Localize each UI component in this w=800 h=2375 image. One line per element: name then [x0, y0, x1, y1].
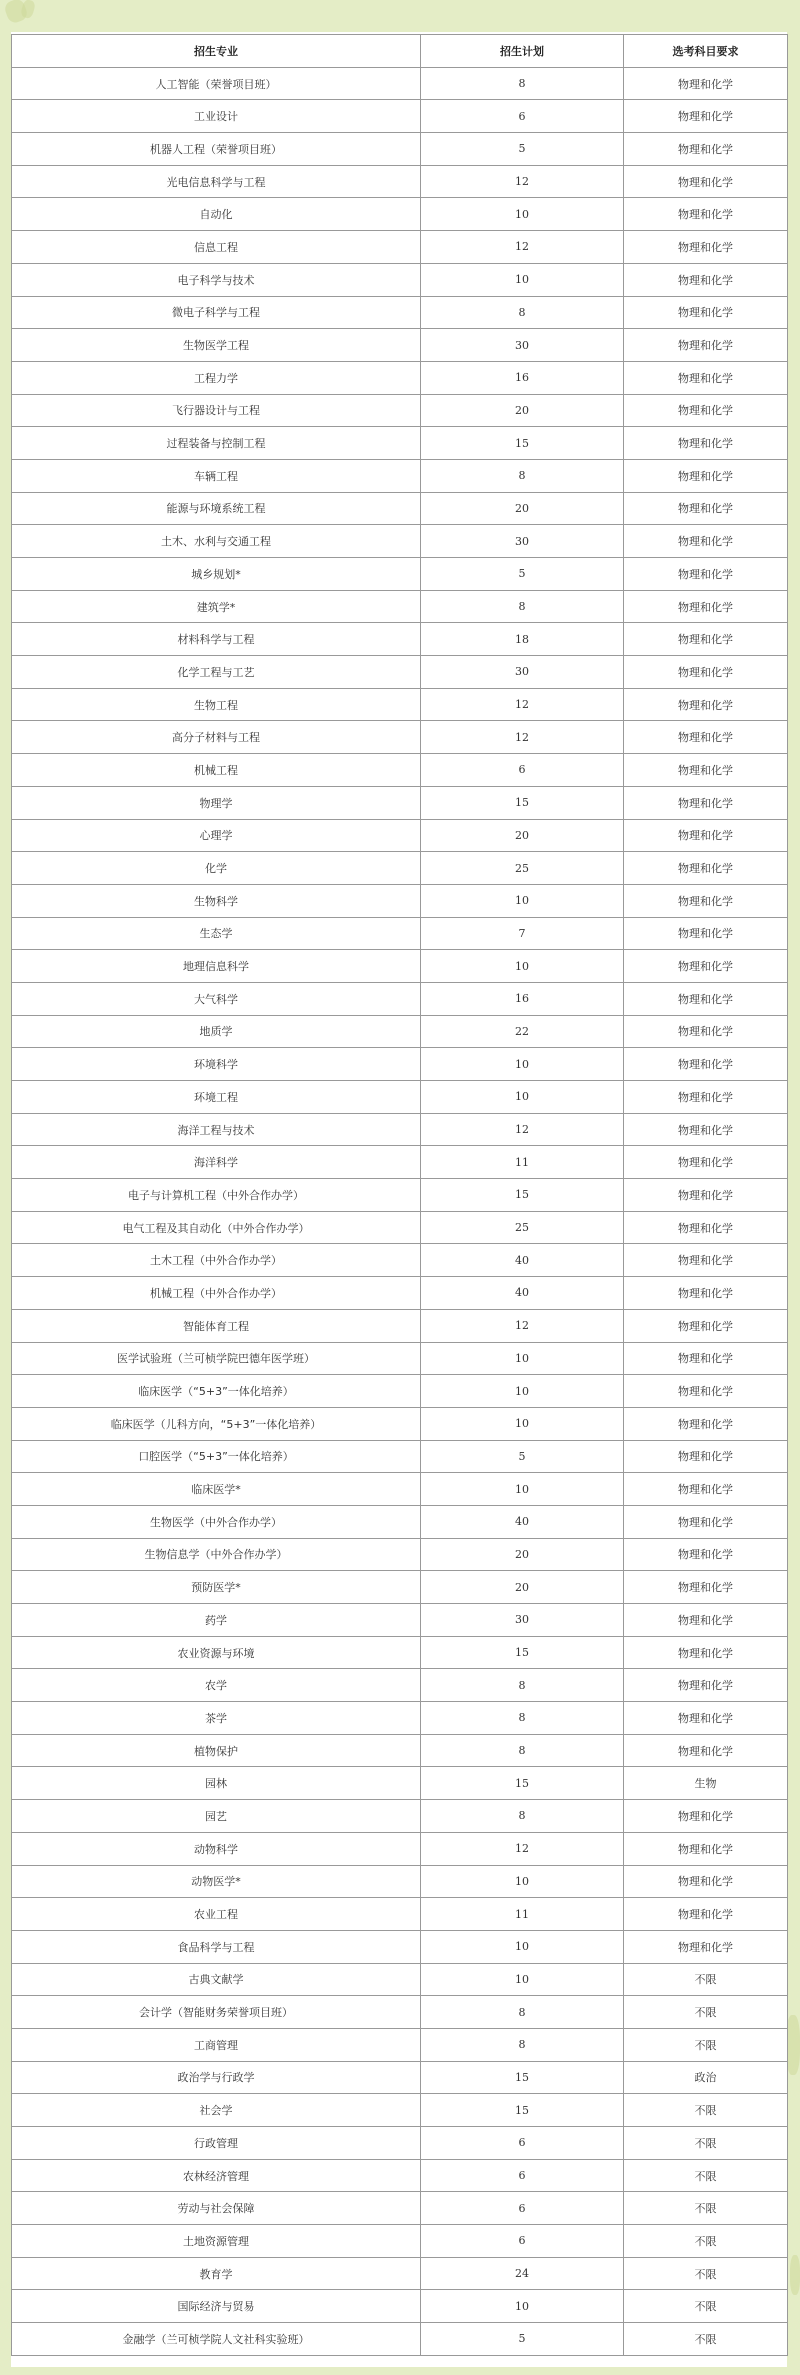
column-header-subjects: 选考科目要求	[624, 35, 788, 68]
plan-cell: 22	[421, 1015, 624, 1048]
subject-requirement-cell: 生物	[624, 1767, 788, 1800]
table-row	[12, 1407, 788, 1440]
subject-requirement-cell: 物理和化学	[624, 982, 788, 1015]
major-cell: 农林经济管理	[12, 2159, 421, 2192]
table-row	[12, 688, 788, 721]
plan-cell: 10	[421, 263, 624, 296]
major-cell: 建筑学*	[12, 590, 421, 623]
table-row	[12, 884, 788, 917]
plan-cell: 10	[421, 1048, 624, 1081]
subject-requirement-cell: 不限	[624, 2094, 788, 2127]
subject-requirement-cell: 物理和化学	[624, 263, 788, 296]
table-row	[12, 917, 788, 950]
table-row	[12, 1702, 788, 1735]
plan-cell: 10	[421, 950, 624, 983]
major-cell: 食品科学与工程	[12, 1930, 421, 1963]
plan-cell: 20	[421, 1538, 624, 1571]
plan-cell: 6	[421, 100, 624, 133]
subject-requirement-cell: 物理和化学	[624, 198, 788, 231]
subject-requirement-cell: 物理和化学	[624, 67, 788, 100]
plan-cell: 15	[421, 1767, 624, 1800]
subject-requirement-cell: 物理和化学	[624, 1081, 788, 1114]
subject-requirement-cell: 物理和化学	[624, 558, 788, 591]
major-cell: 口腔医学（“5+3”一体化培养）	[12, 1440, 421, 1473]
major-cell: 植物保护	[12, 1734, 421, 1767]
table-row	[12, 525, 788, 558]
table-panel	[11, 32, 787, 2367]
table-row	[12, 1473, 788, 1506]
major-cell: 工程力学	[12, 361, 421, 394]
subject-requirement-cell: 物理和化学	[624, 1146, 788, 1179]
plan-cell: 10	[421, 1963, 624, 1996]
table-row	[12, 1800, 788, 1833]
major-cell: 行政管理	[12, 2127, 421, 2160]
plan-cell: 40	[421, 1244, 624, 1277]
plan-cell: 15	[421, 427, 624, 460]
subject-requirement-cell: 物理和化学	[624, 1342, 788, 1375]
plan-cell: 20	[421, 492, 624, 525]
plan-cell: 12	[421, 1832, 624, 1865]
table-row	[12, 982, 788, 1015]
major-cell: 会计学（智能财务荣誉项目班）	[12, 1996, 421, 2029]
major-cell: 国际经济与贸易	[12, 2290, 421, 2323]
major-cell: 园艺	[12, 1800, 421, 1833]
major-cell: 高分子材料与工程	[12, 721, 421, 754]
plan-cell: 10	[421, 1930, 624, 1963]
plan-cell: 6	[421, 2225, 624, 2258]
plan-cell: 10	[421, 1865, 624, 1898]
plan-cell: 16	[421, 361, 624, 394]
table-row	[12, 852, 788, 885]
subject-requirement-cell: 不限	[624, 2028, 788, 2061]
plan-cell: 11	[421, 1898, 624, 1931]
table-row	[12, 2257, 788, 2290]
table-row	[12, 459, 788, 492]
major-cell: 土木工程（中外合作办学）	[12, 1244, 421, 1277]
table-row	[12, 1538, 788, 1571]
plan-cell: 11	[421, 1146, 624, 1179]
subject-requirement-cell: 政治	[624, 2061, 788, 2094]
plan-cell: 8	[421, 1702, 624, 1735]
major-cell: 临床医学（儿科方向，“5+3”一体化培养）	[12, 1407, 421, 1440]
table-row	[12, 558, 788, 591]
subject-requirement-cell: 物理和化学	[624, 1113, 788, 1146]
major-cell: 教育学	[12, 2257, 421, 2290]
table-row	[12, 950, 788, 983]
major-cell: 农业资源与环境	[12, 1636, 421, 1669]
major-cell: 地质学	[12, 1015, 421, 1048]
major-cell: 工业设计	[12, 100, 421, 133]
subject-requirement-cell: 物理和化学	[624, 688, 788, 721]
table-row	[12, 1015, 788, 1048]
table-row	[12, 329, 788, 362]
subject-requirement-cell: 物理和化学	[624, 1505, 788, 1538]
major-cell: 人工智能（荣誉项目班）	[12, 67, 421, 100]
plan-cell: 5	[421, 558, 624, 591]
major-cell: 大气科学	[12, 982, 421, 1015]
table-row	[12, 2159, 788, 2192]
plan-cell: 40	[421, 1505, 624, 1538]
major-cell: 农学	[12, 1669, 421, 1702]
table-row	[12, 2323, 788, 2356]
plan-cell: 30	[421, 656, 624, 689]
plan-cell: 12	[421, 721, 624, 754]
major-cell: 临床医学*	[12, 1473, 421, 1506]
subject-requirement-cell: 物理和化学	[624, 165, 788, 198]
table-row	[12, 623, 788, 656]
subject-requirement-cell: 物理和化学	[624, 1832, 788, 1865]
subject-requirement-cell: 物理和化学	[624, 1571, 788, 1604]
major-cell: 医学试验班（兰可桢学院巴德年医学班）	[12, 1342, 421, 1375]
major-cell: 海洋科学	[12, 1146, 421, 1179]
plan-cell: 20	[421, 394, 624, 427]
major-cell: 化学工程与工艺	[12, 656, 421, 689]
major-cell: 药学	[12, 1604, 421, 1637]
subject-requirement-cell: 物理和化学	[624, 100, 788, 133]
subject-requirement-cell: 物理和化学	[624, 427, 788, 460]
subject-requirement-cell: 物理和化学	[624, 1407, 788, 1440]
subject-requirement-cell: 物理和化学	[624, 1244, 788, 1277]
plan-cell: 30	[421, 1604, 624, 1637]
major-cell: 智能体育工程	[12, 1309, 421, 1342]
major-cell: 飞行器设计与工程	[12, 394, 421, 427]
table-row	[12, 721, 788, 754]
major-cell: 动物医学*	[12, 1865, 421, 1898]
major-cell: 生物医学（中外合作办学）	[12, 1505, 421, 1538]
plan-cell: 20	[421, 819, 624, 852]
subject-requirement-cell: 物理和化学	[624, 754, 788, 787]
table-row	[12, 1963, 788, 1996]
plan-cell: 6	[421, 2127, 624, 2160]
subject-requirement-cell: 不限	[624, 2192, 788, 2225]
subject-requirement-cell: 物理和化学	[624, 786, 788, 819]
leaf-decoration	[786, 2015, 800, 2075]
table-row	[12, 231, 788, 264]
subject-requirement-cell: 物理和化学	[624, 1179, 788, 1212]
table-row	[12, 1048, 788, 1081]
table-row	[12, 1081, 788, 1114]
subject-requirement-cell: 不限	[624, 2290, 788, 2323]
plan-cell: 5	[421, 1440, 624, 1473]
major-cell: 社会学	[12, 2094, 421, 2127]
table-row	[12, 2192, 788, 2225]
plan-cell: 25	[421, 852, 624, 885]
subject-requirement-cell: 不限	[624, 2257, 788, 2290]
subject-requirement-cell: 物理和化学	[624, 1015, 788, 1048]
plan-cell: 30	[421, 525, 624, 558]
major-cell: 微电子科学与工程	[12, 296, 421, 329]
subject-requirement-cell: 物理和化学	[624, 1702, 788, 1735]
subject-requirement-cell: 物理和化学	[624, 1636, 788, 1669]
subject-requirement-cell: 物理和化学	[624, 1309, 788, 1342]
table-row	[12, 1898, 788, 1931]
subject-requirement-cell: 不限	[624, 2225, 788, 2258]
plan-cell: 10	[421, 1407, 624, 1440]
major-cell: 环境工程	[12, 1081, 421, 1114]
subject-requirement-cell: 物理和化学	[624, 1800, 788, 1833]
subject-requirement-cell: 物理和化学	[624, 1669, 788, 1702]
major-cell: 园林	[12, 1767, 421, 1800]
subject-requirement-cell: 不限	[624, 1996, 788, 2029]
major-cell: 材料科学与工程	[12, 623, 421, 656]
table-header-row	[12, 35, 788, 68]
plan-cell: 12	[421, 1309, 624, 1342]
plan-cell: 16	[421, 982, 624, 1015]
major-cell: 电子科学与技术	[12, 263, 421, 296]
major-cell: 生物信息学（中外合作办学）	[12, 1538, 421, 1571]
major-cell: 政治学与行政学	[12, 2061, 421, 2094]
leaf-decoration	[20, 0, 36, 19]
subject-requirement-cell: 物理和化学	[624, 1930, 788, 1963]
table-row	[12, 1865, 788, 1898]
table-row	[12, 1669, 788, 1702]
table-row	[12, 1211, 788, 1244]
column-header-major: 招生专业	[12, 35, 421, 68]
major-cell: 土地资源管理	[12, 2225, 421, 2258]
subject-requirement-cell: 物理和化学	[624, 361, 788, 394]
major-cell: 机器人工程（荣誉项目班）	[12, 133, 421, 166]
plan-cell: 30	[421, 329, 624, 362]
table-row	[12, 1996, 788, 2029]
plan-cell: 15	[421, 2061, 624, 2094]
subject-requirement-cell: 物理和化学	[624, 852, 788, 885]
major-cell: 信息工程	[12, 231, 421, 264]
subject-requirement-cell: 物理和化学	[624, 1604, 788, 1637]
table-row	[12, 1604, 788, 1637]
major-cell: 临床医学（“5+3”一体化培养）	[12, 1375, 421, 1408]
major-cell: 生态学	[12, 917, 421, 950]
plan-cell: 15	[421, 786, 624, 819]
table-row	[12, 427, 788, 460]
major-cell: 城乡规划*	[12, 558, 421, 591]
major-cell: 电气工程及其自动化（中外合作办学）	[12, 1211, 421, 1244]
plan-cell: 8	[421, 2028, 624, 2061]
plan-cell: 8	[421, 1800, 624, 1833]
plan-cell: 15	[421, 1636, 624, 1669]
leaf-decoration	[790, 2255, 800, 2295]
table-row	[12, 1767, 788, 1800]
plan-cell: 15	[421, 2094, 624, 2127]
major-cell: 光电信息科学与工程	[12, 165, 421, 198]
plan-cell: 7	[421, 917, 624, 950]
subject-requirement-cell: 物理和化学	[624, 1898, 788, 1931]
table-row	[12, 754, 788, 787]
major-cell: 劳动与社会保障	[12, 2192, 421, 2225]
subject-requirement-cell: 不限	[624, 1963, 788, 1996]
major-cell: 预防医学*	[12, 1571, 421, 1604]
subject-requirement-cell: 物理和化学	[624, 231, 788, 264]
column-header-plan: 招生计划	[421, 35, 624, 68]
plan-cell: 15	[421, 1179, 624, 1212]
subject-requirement-cell: 物理和化学	[624, 590, 788, 623]
table-row	[12, 1179, 788, 1212]
table-row	[12, 1505, 788, 1538]
subject-requirement-cell: 物理和化学	[624, 1211, 788, 1244]
subject-requirement-cell: 物理和化学	[624, 1048, 788, 1081]
table-row	[12, 1342, 788, 1375]
table-row	[12, 656, 788, 689]
major-cell: 车辆工程	[12, 459, 421, 492]
plan-cell: 10	[421, 2290, 624, 2323]
table-row	[12, 2127, 788, 2160]
plan-cell: 12	[421, 165, 624, 198]
plan-cell: 10	[421, 1473, 624, 1506]
table-row	[12, 1146, 788, 1179]
major-cell: 地理信息科学	[12, 950, 421, 983]
subject-requirement-cell: 不限	[624, 2323, 788, 2356]
table-row	[12, 67, 788, 100]
plan-cell: 5	[421, 2323, 624, 2356]
subject-requirement-cell: 物理和化学	[624, 623, 788, 656]
plan-cell: 8	[421, 67, 624, 100]
plan-cell: 8	[421, 296, 624, 329]
subject-requirement-cell: 物理和化学	[624, 329, 788, 362]
major-cell: 电子与计算机工程（中外合作办学）	[12, 1179, 421, 1212]
plan-cell: 12	[421, 1113, 624, 1146]
plan-cell: 12	[421, 688, 624, 721]
subject-requirement-cell: 物理和化学	[624, 525, 788, 558]
table-row	[12, 100, 788, 133]
subject-requirement-cell: 物理和化学	[624, 884, 788, 917]
subject-requirement-cell: 物理和化学	[624, 917, 788, 950]
table-row	[12, 198, 788, 231]
subject-requirement-cell: 物理和化学	[624, 1440, 788, 1473]
major-cell: 物理学	[12, 786, 421, 819]
subject-requirement-cell: 物理和化学	[624, 1375, 788, 1408]
major-cell: 农业工程	[12, 1898, 421, 1931]
subject-requirement-cell: 物理和化学	[624, 1734, 788, 1767]
major-cell: 心理学	[12, 819, 421, 852]
table-row	[12, 2225, 788, 2258]
plan-cell: 6	[421, 2159, 624, 2192]
table-row	[12, 1113, 788, 1146]
major-cell: 土木、水利与交通工程	[12, 525, 421, 558]
table-row	[12, 2094, 788, 2127]
major-cell: 能源与环境系统工程	[12, 492, 421, 525]
plan-cell: 10	[421, 198, 624, 231]
table-row	[12, 2290, 788, 2323]
major-cell: 机械工程（中外合作办学）	[12, 1277, 421, 1310]
table-row	[12, 819, 788, 852]
plan-cell: 6	[421, 2192, 624, 2225]
plan-cell: 25	[421, 1211, 624, 1244]
table-row	[12, 492, 788, 525]
major-cell: 金融学（兰可桢学院人文社科实验班）	[12, 2323, 421, 2356]
table-row	[12, 1734, 788, 1767]
plan-cell: 8	[421, 1996, 624, 2029]
subject-requirement-cell: 物理和化学	[624, 296, 788, 329]
plan-cell: 10	[421, 1375, 624, 1408]
subject-requirement-cell: 物理和化学	[624, 459, 788, 492]
table-row	[12, 361, 788, 394]
table-row	[12, 263, 788, 296]
plan-cell: 18	[421, 623, 624, 656]
table-row	[12, 1636, 788, 1669]
major-cell: 生物科学	[12, 884, 421, 917]
table-row	[12, 165, 788, 198]
subject-requirement-cell: 物理和化学	[624, 492, 788, 525]
major-cell: 茶学	[12, 1702, 421, 1735]
plan-cell: 10	[421, 1081, 624, 1114]
table-row	[12, 133, 788, 166]
table-row	[12, 1375, 788, 1408]
table-row	[12, 1571, 788, 1604]
subject-requirement-cell: 物理和化学	[624, 1277, 788, 1310]
plan-cell: 5	[421, 133, 624, 166]
subject-requirement-cell: 物理和化学	[624, 950, 788, 983]
plan-cell: 12	[421, 231, 624, 264]
plan-cell: 6	[421, 754, 624, 787]
subject-requirement-cell: 物理和化学	[624, 394, 788, 427]
major-cell: 过程装备与控制工程	[12, 427, 421, 460]
subject-requirement-cell: 物理和化学	[624, 133, 788, 166]
subject-requirement-cell: 不限	[624, 2159, 788, 2192]
major-cell: 化学	[12, 852, 421, 885]
subject-requirement-cell: 物理和化学	[624, 819, 788, 852]
plan-cell: 24	[421, 2257, 624, 2290]
table-row	[12, 2028, 788, 2061]
subject-requirement-cell: 物理和化学	[624, 1538, 788, 1571]
major-cell: 机械工程	[12, 754, 421, 787]
table-row	[12, 786, 788, 819]
plan-cell: 10	[421, 1342, 624, 1375]
subject-requirement-cell: 物理和化学	[624, 656, 788, 689]
plan-cell: 8	[421, 1669, 624, 1702]
table-row	[12, 1277, 788, 1310]
plan-cell: 10	[421, 884, 624, 917]
admission-table	[11, 34, 788, 2356]
major-cell: 工商管理	[12, 2028, 421, 2061]
subject-requirement-cell: 物理和化学	[624, 1473, 788, 1506]
table-row	[12, 2061, 788, 2094]
major-cell: 生物工程	[12, 688, 421, 721]
major-cell: 动物科学	[12, 1832, 421, 1865]
major-cell: 环境科学	[12, 1048, 421, 1081]
plan-cell: 8	[421, 459, 624, 492]
major-cell: 海洋工程与技术	[12, 1113, 421, 1146]
plan-cell: 8	[421, 1734, 624, 1767]
plan-cell: 8	[421, 590, 624, 623]
table-row	[12, 394, 788, 427]
table-row	[12, 1930, 788, 1963]
table-row	[12, 1244, 788, 1277]
subject-requirement-cell: 物理和化学	[624, 721, 788, 754]
plan-cell: 40	[421, 1277, 624, 1310]
table-row	[12, 590, 788, 623]
subject-requirement-cell: 物理和化学	[624, 1865, 788, 1898]
table-row	[12, 1309, 788, 1342]
major-cell: 生物医学工程	[12, 329, 421, 362]
plan-cell: 20	[421, 1571, 624, 1604]
subject-requirement-cell: 不限	[624, 2127, 788, 2160]
table-row	[12, 1440, 788, 1473]
major-cell: 自动化	[12, 198, 421, 231]
table-row	[12, 296, 788, 329]
major-cell: 古典文献学	[12, 1963, 421, 1996]
table-row	[12, 1832, 788, 1865]
